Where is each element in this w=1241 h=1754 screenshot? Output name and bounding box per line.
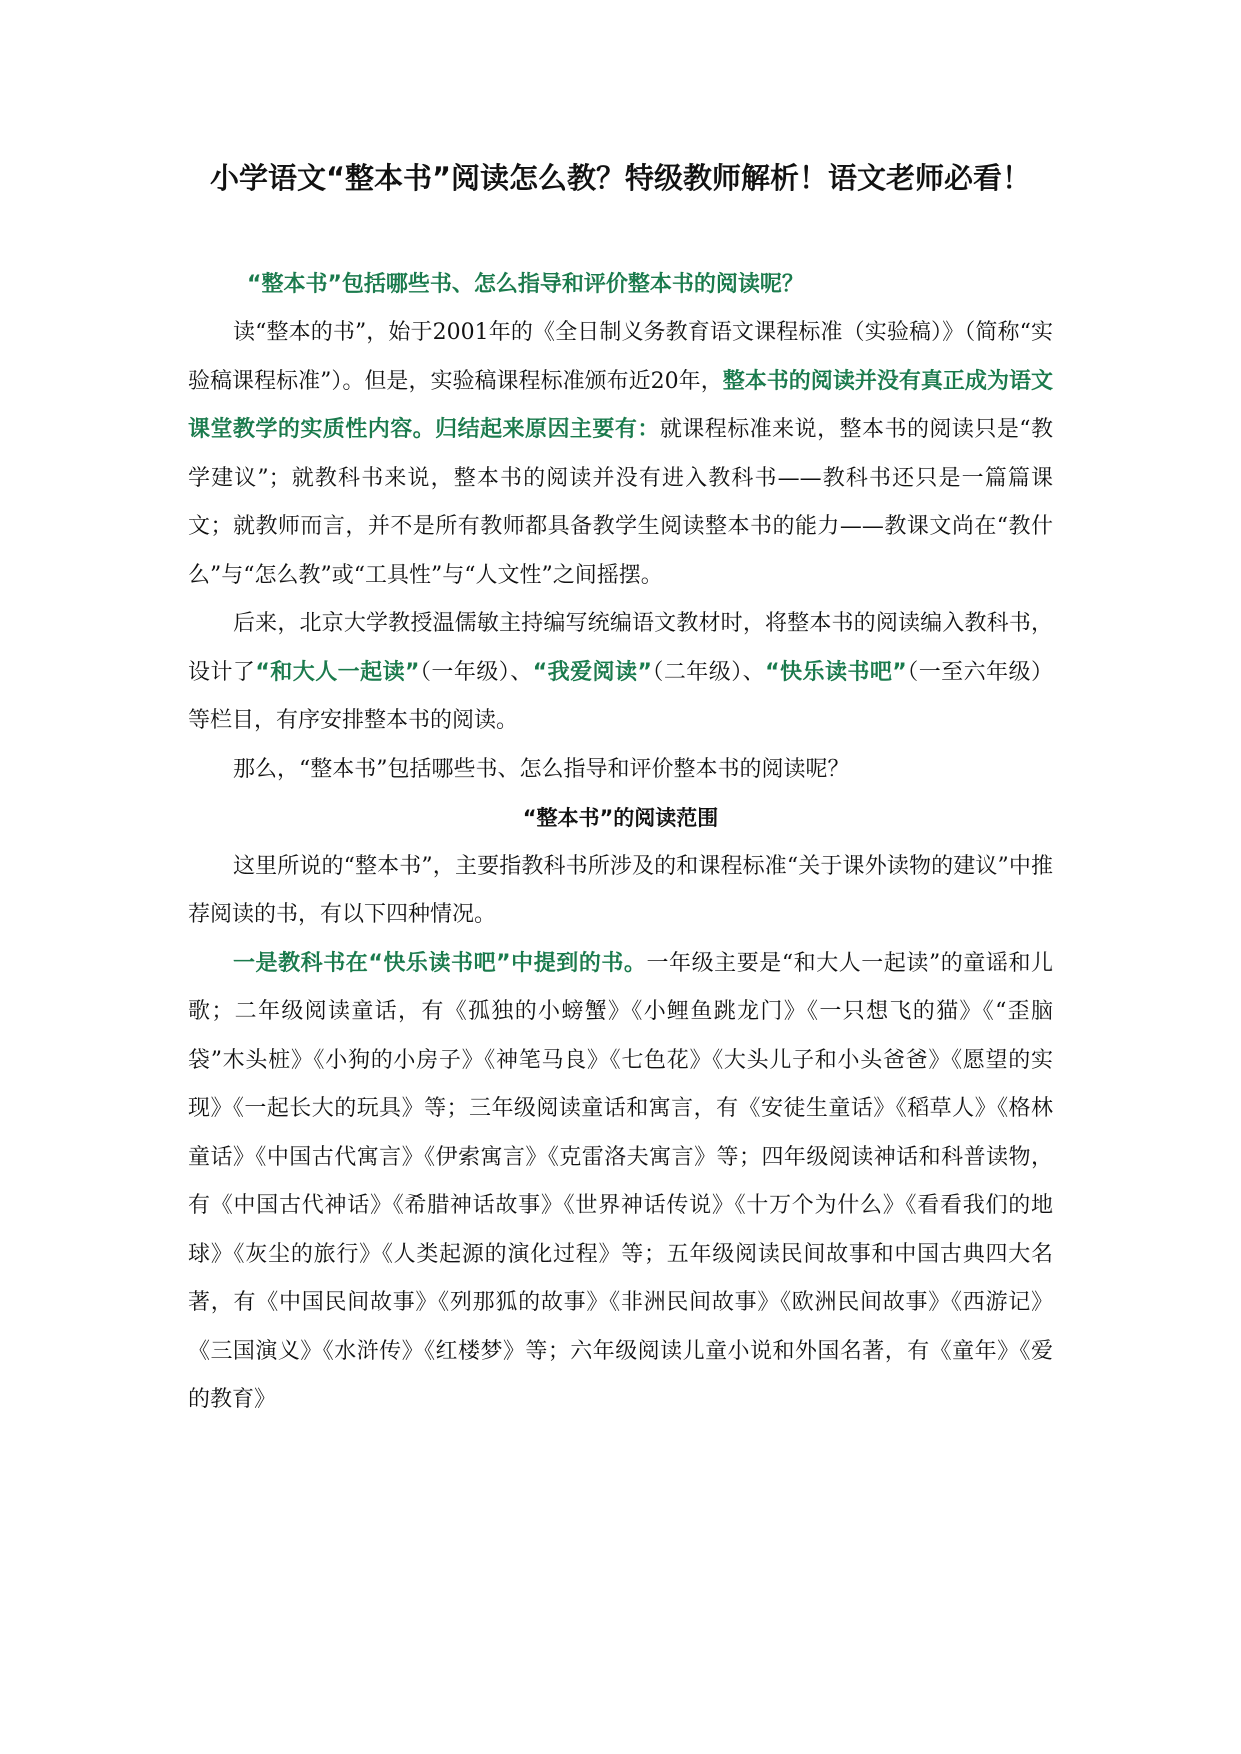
paragraph-2-text-a: 后来，北京大学教授温儒敏主持编写统编语文教材时，将整本书的阅读编入教科书，设计了 bbox=[188, 611, 1053, 685]
paragraph-3: 那么，“整本书”包括哪些书、怎么指导和评价整本书的阅读呢？ bbox=[233, 756, 850, 782]
section-heading: “整本书”的阅读范围 bbox=[522, 806, 719, 830]
paragraph-1 bbox=[188, 309, 1053, 600]
paragraph-2-text-d: （一至六年级）等栏目，有序安排整本书的阅读。 bbox=[188, 659, 1053, 733]
document-title: 小学语文“整本书”阅读怎么教？特级教师解析！语文老师必看！ bbox=[209, 161, 1032, 195]
paragraph-2-highlight-2: “我爱阅读” bbox=[532, 659, 652, 685]
paragraph-4: 这里所说的“整本书”，主要指教科书所涉及的和课程标准“关于课外读物的建议”中推荐阅读的书，有以下四种情况。 bbox=[188, 853, 1053, 927]
paragraph-1-text-b: 就课程标准来说，整本书的阅读只是“教学建议”；就教科书来说，整本书的阅读并没有进入教科书——教科书还只是一篇篇课文；就教师而言，并不是所有教师都具备教学生阅读整本书的能力——教课文尚在“教什么”与“怎么教”或“工具性”与“人文性”之间摇摆。 bbox=[188, 417, 1053, 588]
subheading: “整本书”包括哪些书、怎么指导和评价整本书的阅读呢？ bbox=[247, 272, 804, 297]
paragraph-5-text: 一年级主要是“和大人一起读”的童谣和儿歌；二年级阅读童话，有《孤独的小螃蟹》《小鲤鱼跳龙门》《一只想飞的猫》《“歪脑袋”木头桩》《小狗的小房子》《神笔马良》《七色花》《大头儿子和小头爸爸》《愿望的实现》《一起长大的玩具》等；三年级阅读童话和寓言，有《安徒生童话》《稻草人》《格林童话》《中国古代寓言》《伊索寓言》《克雷洛夫寓言》等；四年级阅读神话和科普读物，有《中国古代神话》《希腊神话故事》《世界神话传说》《十万个为什么》《看看我们的地球》《灰尘的旅行》《人类起源的演化过程》等；五年级阅读民间故事和中国古典四大名著，有《中国民间故事》《列那狐的故事》《非洲民间故事》《欧洲民间故事》《西游记》《三国演义》《水浒传》《红楼梦》等；六年级阅读儿童小说和外国名著，有《童年》《爱的教育》 bbox=[188, 950, 1054, 1412]
document-page bbox=[188, 150, 1053, 1425]
paragraph-5-highlight: 一是教科书在“快乐读书吧”中提到的书。 bbox=[233, 950, 647, 976]
paragraph-5 bbox=[188, 940, 1053, 1425]
paragraph-1-text-a: 读“整本的书”，始于2001年的《全日制义务教育语文课程标准（实验稿）》（简称“实验稿课程标准”）。但是，实验稿课程标准颁布近20年， bbox=[188, 320, 1053, 394]
paragraph-2-text-c: （二年级）、 bbox=[651, 659, 766, 685]
paragraph-1-highlight: 整本书的阅读并没有真正成为语文课堂教学的实质性内容。归结起来原因主要有： bbox=[188, 368, 1053, 442]
paragraph-2-highlight-1: “和大人一起读” bbox=[255, 659, 420, 685]
paragraph-2-text-b: （一年级）、 bbox=[419, 659, 533, 685]
paragraph-2 bbox=[188, 600, 1053, 746]
paragraph-2-highlight-3: “快乐读书吧” bbox=[765, 659, 907, 685]
